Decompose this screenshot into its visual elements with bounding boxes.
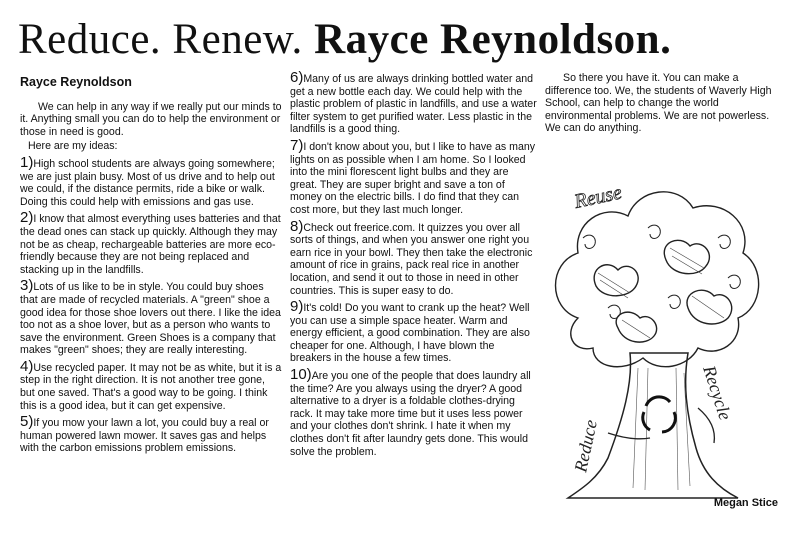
column-2 bbox=[290, 69, 538, 462]
idea-number: 5) bbox=[20, 413, 34, 431]
idea-text: Many of us are always drinking bottled water and get a new bottle each day. We could help with the plastic problem of plastic in landfills, and use a water filter system to get purified water. Less plastic in the landfills is a good thing. bbox=[290, 73, 537, 136]
idea-text: Use recycled paper. It may not be as white, but it is a step in the right direction. It is not another tree gone, but one saved. That's a good way to be going. I think this is a good idea, but it can get expensive. bbox=[20, 361, 282, 412]
tree-word-top: Reuse bbox=[572, 181, 624, 213]
idea-number: 2) bbox=[20, 209, 34, 227]
idea-item bbox=[290, 136, 538, 217]
tree-illustration bbox=[538, 168, 768, 506]
tree-arms bbox=[608, 408, 714, 443]
idea-item bbox=[290, 366, 538, 458]
illustration-credit: Megan Stice bbox=[713, 497, 778, 509]
idea-item bbox=[20, 153, 282, 208]
column-1 bbox=[20, 68, 282, 459]
idea-number: 3) bbox=[20, 277, 34, 295]
idea-item bbox=[20, 277, 282, 357]
closing-paragraph: So there you have it. You can make a difference too. We, the students of Waverly High School, can help to change the world environmental problems. We are not powerless. We can do anything. bbox=[545, 72, 772, 135]
idea-number: 4) bbox=[20, 357, 34, 375]
idea-item bbox=[20, 413, 282, 455]
idea-item bbox=[20, 357, 282, 412]
idea-number: 10) bbox=[290, 366, 312, 384]
headline-part2: Rayce Reynoldson. bbox=[314, 16, 672, 63]
idea-text: Are you one of the people that does laundry all the time? Are you always using the dryer? A good alternative to a dryer is a foldable clothes-drying rack. It may take more time but it uses less power and your clothes don't shrink. I hate it when my clothes don't fit after laundry gets done. This would solve the problem. bbox=[290, 370, 531, 458]
idea-text: I don't know about you, but I like to have as many lights on as possible when I am home. So I looked into the mini florescent light bulbs and they are great. They are super bright and save a ton of money on the electric bills. I do find that they can cost more, but they last much longer. bbox=[290, 140, 536, 216]
canopy-swirls bbox=[583, 225, 740, 318]
recycle-icon bbox=[643, 397, 676, 432]
intro-paragraph: We can help in any way if we really put our minds to it. Anything small you can do to help the environment or those in need is good. bbox=[20, 100, 282, 138]
idea-number: 6) bbox=[290, 69, 304, 86]
column-3 bbox=[545, 72, 785, 137]
idea-number: 9) bbox=[290, 298, 304, 316]
idea-text: Lots of us like to be in style. You could buy shoes that are made of recycled materials. A "green" shoe a good idea for those shoe lovers out there. I like the idea too not as a shoe lover, but as a person who wants to save the environment. Green Shoes is a company that makes "green" shoes; they are really interesting. bbox=[20, 281, 281, 357]
idea-text: I know that almost everything uses batteries and that the dead ones can stack up quickly. Although they may not be as cheap, rechargeable batteries are more eco-friendly because they are not being replaced and stacking up in the landfills. bbox=[20, 213, 281, 276]
trunk-hatching bbox=[633, 368, 690, 490]
idea-item bbox=[20, 209, 282, 276]
idea-text: Check out freerice.com. It quizzes you over all sorts of things, and when you answer one right you earn rice in your bowl. They then take the electronic amount of rice in grains, pack real rice in another location, and send it out to those in need in other countries. This is super easy to do. bbox=[290, 221, 533, 297]
idea-text: High school students are always going somewhere; we are just plain busy. Most of us drive and to help out we could, if the distance permits, ride a bike or walk. Doing this could help with emissions and gas use. bbox=[20, 157, 275, 208]
idea-item bbox=[290, 69, 538, 136]
idea-number: 8) bbox=[290, 217, 304, 235]
idea-number: 1) bbox=[20, 153, 34, 171]
idea-item bbox=[290, 217, 538, 298]
tree-word-right: Recycle bbox=[699, 363, 736, 423]
byline: Rayce Reynoldson bbox=[20, 75, 132, 89]
headline bbox=[18, 16, 788, 64]
headline-part1: Reduce. Renew. bbox=[18, 16, 303, 63]
idea-text: It's cold! Do you want to crank up the heat? Well you can use a simple space heater. Warm and energy efficient, a good combination. They are also cheaper for one. Although, I have blown the breakers in the house a few times. bbox=[290, 302, 530, 365]
tree-canopy bbox=[556, 192, 759, 367]
idea-number: 7) bbox=[290, 136, 304, 154]
idea-text: If you mow your lawn a lot, you could buy a real or human powered lawn mower. It saves gas and helps with the carbon emissions problem emissions. bbox=[20, 417, 269, 455]
idea-item bbox=[290, 298, 538, 365]
tree-word-left: Reduce bbox=[570, 417, 601, 474]
ideas-lead: Here are my ideas: bbox=[28, 140, 118, 153]
